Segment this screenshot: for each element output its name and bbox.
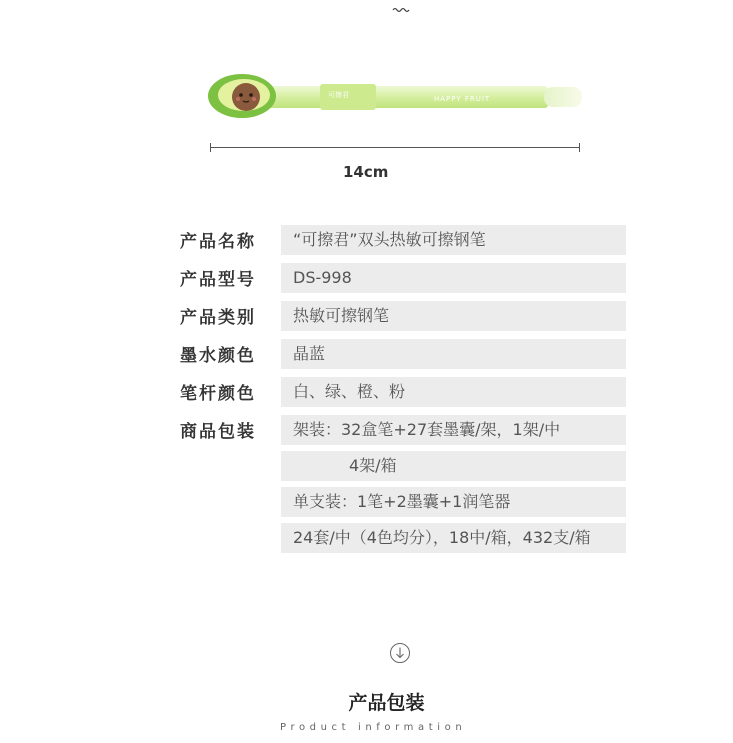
spec-value: “可擦君”双头热敏可擦钢笔 (281, 225, 626, 255)
spec-value: 单支装：1笔+2墨囊+1润笔器 (281, 487, 626, 517)
spec-row (180, 414, 630, 450)
wave-ornament-icon (392, 6, 410, 14)
down-arrow-circle-icon (389, 642, 411, 664)
spec-label: 商品包装 (180, 422, 256, 442)
section-title (0, 688, 733, 715)
spec-label: 墨水颜色 (180, 346, 256, 366)
spec-value: 4架/箱 (281, 451, 626, 481)
spec-row (180, 338, 630, 376)
pen-brand-text: HAPPY FRUIT (434, 95, 491, 103)
spec-row (180, 300, 630, 338)
spec-row-continued (180, 486, 630, 522)
spec-value: 架装：32盒笔+27套墨囊/架，1架/中 (281, 415, 626, 445)
spec-table (180, 224, 630, 560)
spec-label: 产品类别 (180, 308, 256, 328)
spec-label: 产品名称 (180, 232, 256, 252)
spec-value: 热敏可擦钢笔 (281, 301, 626, 331)
spec-value: 白、绿、橙、粉 (281, 377, 626, 407)
section-subtitle: Product information (280, 722, 467, 733)
length-measure-line (210, 143, 580, 153)
section-title-text: 产品包装 (348, 692, 425, 714)
spec-row (180, 376, 630, 414)
spec-value: 24套/中（4色均分），18中/箱，432支/箱 (281, 523, 626, 553)
spec-row-continued (180, 522, 630, 560)
length-label: 14cm (343, 163, 389, 181)
spec-label: 产品型号 (180, 270, 256, 290)
pen-cap-text: 可擦君 (328, 91, 349, 99)
spec-row (180, 224, 630, 262)
spec-row (180, 262, 630, 300)
spec-row-continued (180, 450, 630, 486)
spec-value: 晶蓝 (281, 339, 626, 369)
pen-illustration (204, 70, 589, 126)
spec-label: 笔杆颜色 (180, 384, 256, 404)
spec-value: DS-998 (281, 263, 626, 293)
